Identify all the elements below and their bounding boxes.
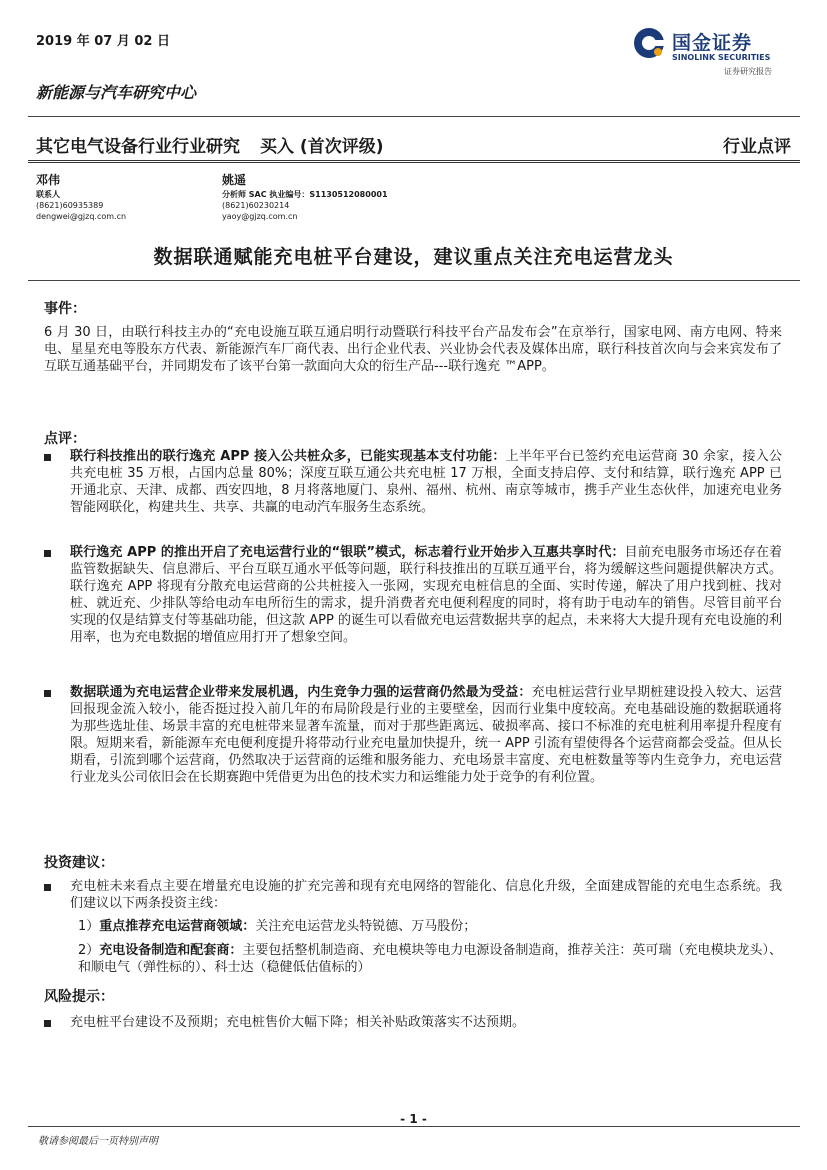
analyst-email: dengwei@gjzq.com.cn	[36, 212, 127, 221]
event-paragraph: 6 月 30 日，由联行科技主办的“充电设施互联互通启明行动暨联行科技平台产品发布会”在京举行，国家电网、南方电网、特来电、星星充电等股东方代表、新能源汽车厂商代表、出行企业代表、兴业协会代表及媒体出席，联行科技首次向与会来宾发布了互联互通基础平台，并同期发布了该平台第一款面向大众的衍生产品---联行逸充 ™APP。	[44, 325, 782, 374]
line-number: 2）	[78, 943, 100, 958]
line-text: 主要包括整机制造商、充电模块等电力电源设备制造商，推荐关注：英可瑞（充电模块龙头）、和顺电气（弹性标的）、科士达（稳健低估值标的）	[78, 943, 782, 975]
report-headline: 数据联通赋能充电桩平台建设，建议重点关注充电运营龙头	[153, 246, 674, 268]
analyst-name: 姚遥	[222, 173, 247, 187]
logo-subtitle: 证券研究报告	[724, 67, 772, 76]
line-number: 1）	[78, 919, 100, 934]
rating-label: 买入 (首次评级)	[260, 137, 384, 157]
bullet-icon	[44, 550, 51, 557]
investment-section-title: 投资建议：	[44, 855, 114, 871]
title-divider	[28, 160, 800, 165]
department-name: 新能源与汽车研究中心	[36, 83, 197, 102]
analyst-name: 邓伟	[36, 173, 61, 187]
line-text: 关注充电运营龙头特锐德、万马股份；	[255, 919, 477, 934]
comment-item-lead: 联行科技推出的联行逸充 APP 接入公共桩众多，已能实现基本支付功能：	[70, 449, 506, 464]
comment-item-3	[70, 684, 782, 786]
header-divider	[28, 116, 800, 117]
report-title-line	[36, 132, 383, 157]
investment-line-2	[78, 942, 782, 976]
analyst-role: 联系人	[36, 190, 60, 199]
footer-disclaimer: 敬请参阅最后一页特别声明	[38, 1136, 158, 1147]
page-number: - 1 -	[400, 1112, 427, 1126]
analyst-block-1	[36, 175, 126, 222]
line-lead: 充电设备制造和配套商：	[99, 943, 243, 958]
comment-item-text: 充电桩运营行业早期桩建设投入较大、运营回报现金流入较小，能否挺过投入前几年的布局阶段是行业的主要壁垒，因而行业集中度较高。充电基础设施的数据联通将为那些选址佳、场景丰富的充电桩带来显著车流量，而对于那些距离远、破损率高、接口不标准的充电桩利用率提升程度有限。短期来看，新能源车充电便利度提升将带动行业充电量加快提升，统一 APP 引流有望使得各个运营商都会受益。但从长期看，引流到哪个运营商，仍然取决于运营商的运维和服务能力、充电场景丰富度、充电桩数量等等内生竞争力，充电运营行业龙头公司依旧会在长期赛跑中凭借更为出色的技术实力和运维能力处于竞争的有利位置。	[70, 685, 782, 785]
investment-intro: 充电桩未来看点主要在增量充电设施的扩充完善和现有充电网络的智能化、信息化升级，全面建成智能的充电生态系统。我们建议以下两条投资主线：	[70, 879, 782, 911]
bullet-icon	[44, 884, 51, 891]
analyst-email: yaoy@gjzq.com.cn	[222, 212, 298, 221]
analyst-phone: (8621)60935389	[36, 201, 104, 210]
investment-line-1	[78, 918, 782, 935]
analyst-role: 分析师 SAC 执业编号：S1130512080001	[222, 190, 388, 199]
comment-item-text: 上半年平台已签约充电运营商 30 余家，接入公共充电桩 35 万根，占国内总量 80%；深度互联互通公共充电桩 17 万根，全面支持启停、支付和结算，联行逸充 APP 已开通北京、天津、成都、西安四地，8 月将落地厦门、泉州、福州、杭州、南京等城市，携手产业生态伙伴，加速充电业务智能网联化，构建共生、共享、共赢的电动汽车服务生态系统。	[70, 449, 783, 515]
comment-item-lead: 联行逸充 APP 的推出开启了充电运营行业的“银联”模式，标志着行业开始步入互惠共享时代：	[70, 545, 625, 560]
line-lead: 重点推荐充电运营商领域：	[99, 919, 256, 934]
bullet-icon	[44, 690, 51, 697]
comment-section-title: 点评：	[44, 431, 86, 447]
comment-item-text: 目前充电服务市场还存在着监管数据缺失、信息滞后、平台互联互通水平低等问题，联行科技推出的互联互通平台，将为缓解这些问题提供解决方式。联行逸充 APP 将现有分散充电运营商的公共桩接入一张网，实现充电桩信息的全面、实时传递，解决了用户找到桩、找对桩、就近充、少排队等给电动车电所衍生的需求，提升消费者充电便利程度的同时，将有助于电动车的销售。尽管目前平台实现的仅是结算支付等基础功能，但这款 APP 的诞生可以看做充电运营数据共享的起点，未来将大大提升现有充电设施的利用率，也为充电数据的增值应用打开了想象空间。	[70, 545, 782, 645]
logo-english-name: SINOLINK SECURITIES	[672, 53, 771, 62]
comment-item-lead: 数据联通为充电运营企业带来发展机遇，内生竞争力强的运营商仍然最为受益：	[70, 685, 532, 700]
industry-title: 其它电气设备行业行业研究	[36, 137, 240, 157]
footer-divider	[28, 1126, 800, 1127]
risk-paragraph: 充电桩平台建设不及预期；充电桩售价大幅下降；相关补贴政策落实不达预期。	[70, 1015, 526, 1030]
bullet-icon	[44, 454, 51, 461]
comment-item-1	[70, 448, 782, 516]
bullet-icon	[44, 1020, 51, 1027]
risk-section-title: 风险提示：	[44, 989, 114, 1005]
report-date: 2019 年 07 月 02 日	[36, 34, 170, 49]
event-section-title: 事件：	[44, 301, 86, 317]
analyst-phone: (8621)60230214	[222, 201, 290, 210]
report-type: 行业点评	[723, 137, 791, 157]
comment-item-2	[70, 544, 782, 646]
sinolink-logo-icon	[632, 26, 666, 60]
logo-chinese-name: 国金证券	[672, 32, 753, 54]
analyst-block-2	[222, 175, 388, 222]
headline-divider	[28, 280, 800, 281]
